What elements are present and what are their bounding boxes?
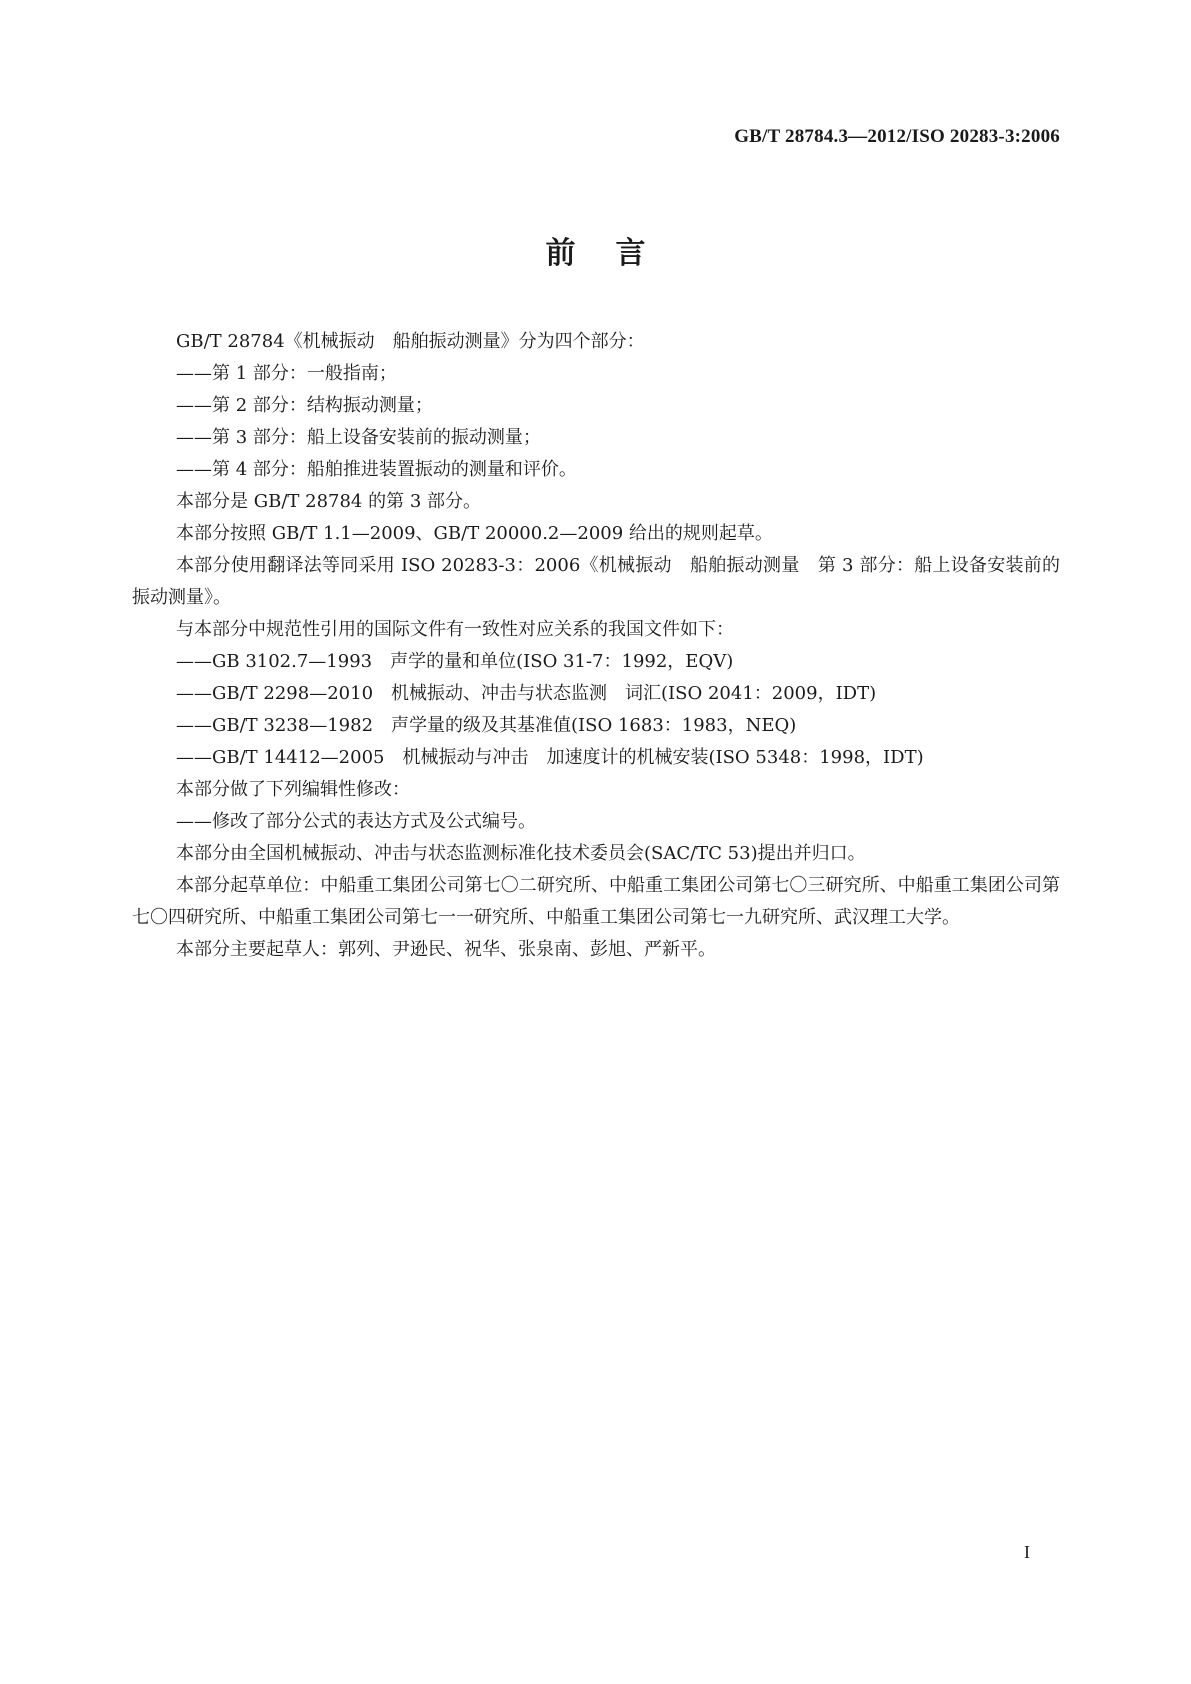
list-item: ——GB/T 2298—2010 机械振动、冲击与状态监测 词汇(ISO 2041：2009，IDT)	[176, 683, 877, 704]
paragraph: GB/T 28784《机械振动 船舶振动测量》分为四个部分：	[176, 331, 645, 352]
foreword-body	[132, 326, 1060, 966]
list-item: ——GB 3102.7—1993 声学的量和单位(ISO 31-7：1992，EQV)	[176, 651, 734, 672]
paragraph: 本部分是 GB/T 28784 的第 3 部分。	[176, 491, 481, 512]
paragraph: 本部分做了下列编辑性修改：	[176, 779, 410, 800]
page-number: I	[1024, 1542, 1030, 1562]
paragraph: 本部分使用翻译法等同采用 ISO 20283-3：2006《机械振动 船舶振动测量 第 3 部分：船上设备安装前的振动测量》。	[132, 555, 1060, 608]
paragraph: 本部分由全国机械振动、冲击与状态监测标准化技术委员会(SAC/TC 53)提出并归口。	[176, 843, 866, 864]
list-item: ——修改了部分公式的表达方式及公式编号。	[176, 811, 536, 832]
paragraph: 本部分按照 GB/T 1.1—2009、GB/T 20000.2—2009 给出的规则起草。	[176, 523, 773, 544]
paragraph: 本部分起草单位：中船重工集团公司第七〇二研究所、中船重工集团公司第七〇三研究所、中船重工集团公司第七〇四研究所、中船重工集团公司第七一一研究所、中船重工集团公司第七一九研究所、武汉理工大学。	[132, 875, 1060, 928]
list-item: ——GB/T 14412—2005 机械振动与冲击 加速度计的机械安装(ISO 5348：1998，IDT)	[176, 747, 924, 768]
list-item: ——第 1 部分：一般指南；	[176, 363, 397, 384]
list-item: ——第 3 部分：船上设备安装前的振动测量；	[176, 427, 541, 448]
list-item: ——第 4 部分：船舶推进装置振动的测量和评价。	[176, 459, 577, 480]
paragraph: 本部分主要起草人：郭列、尹逊民、祝华、张泉南、彭旭、严新平。	[176, 939, 716, 960]
list-item: ——GB/T 3238—1982 声学量的级及其基准值(ISO 1683：1983，NEQ)	[176, 715, 797, 736]
page-title: 前言	[545, 236, 686, 271]
paragraph: 与本部分中规范性引用的国际文件有一致性对应关系的我国文件如下：	[176, 619, 734, 640]
standard-number-header: GB/T 28784.3—2012/ISO 20283-3:2006	[734, 126, 1060, 147]
list-item: ——第 2 部分：结构振动测量；	[176, 395, 433, 416]
